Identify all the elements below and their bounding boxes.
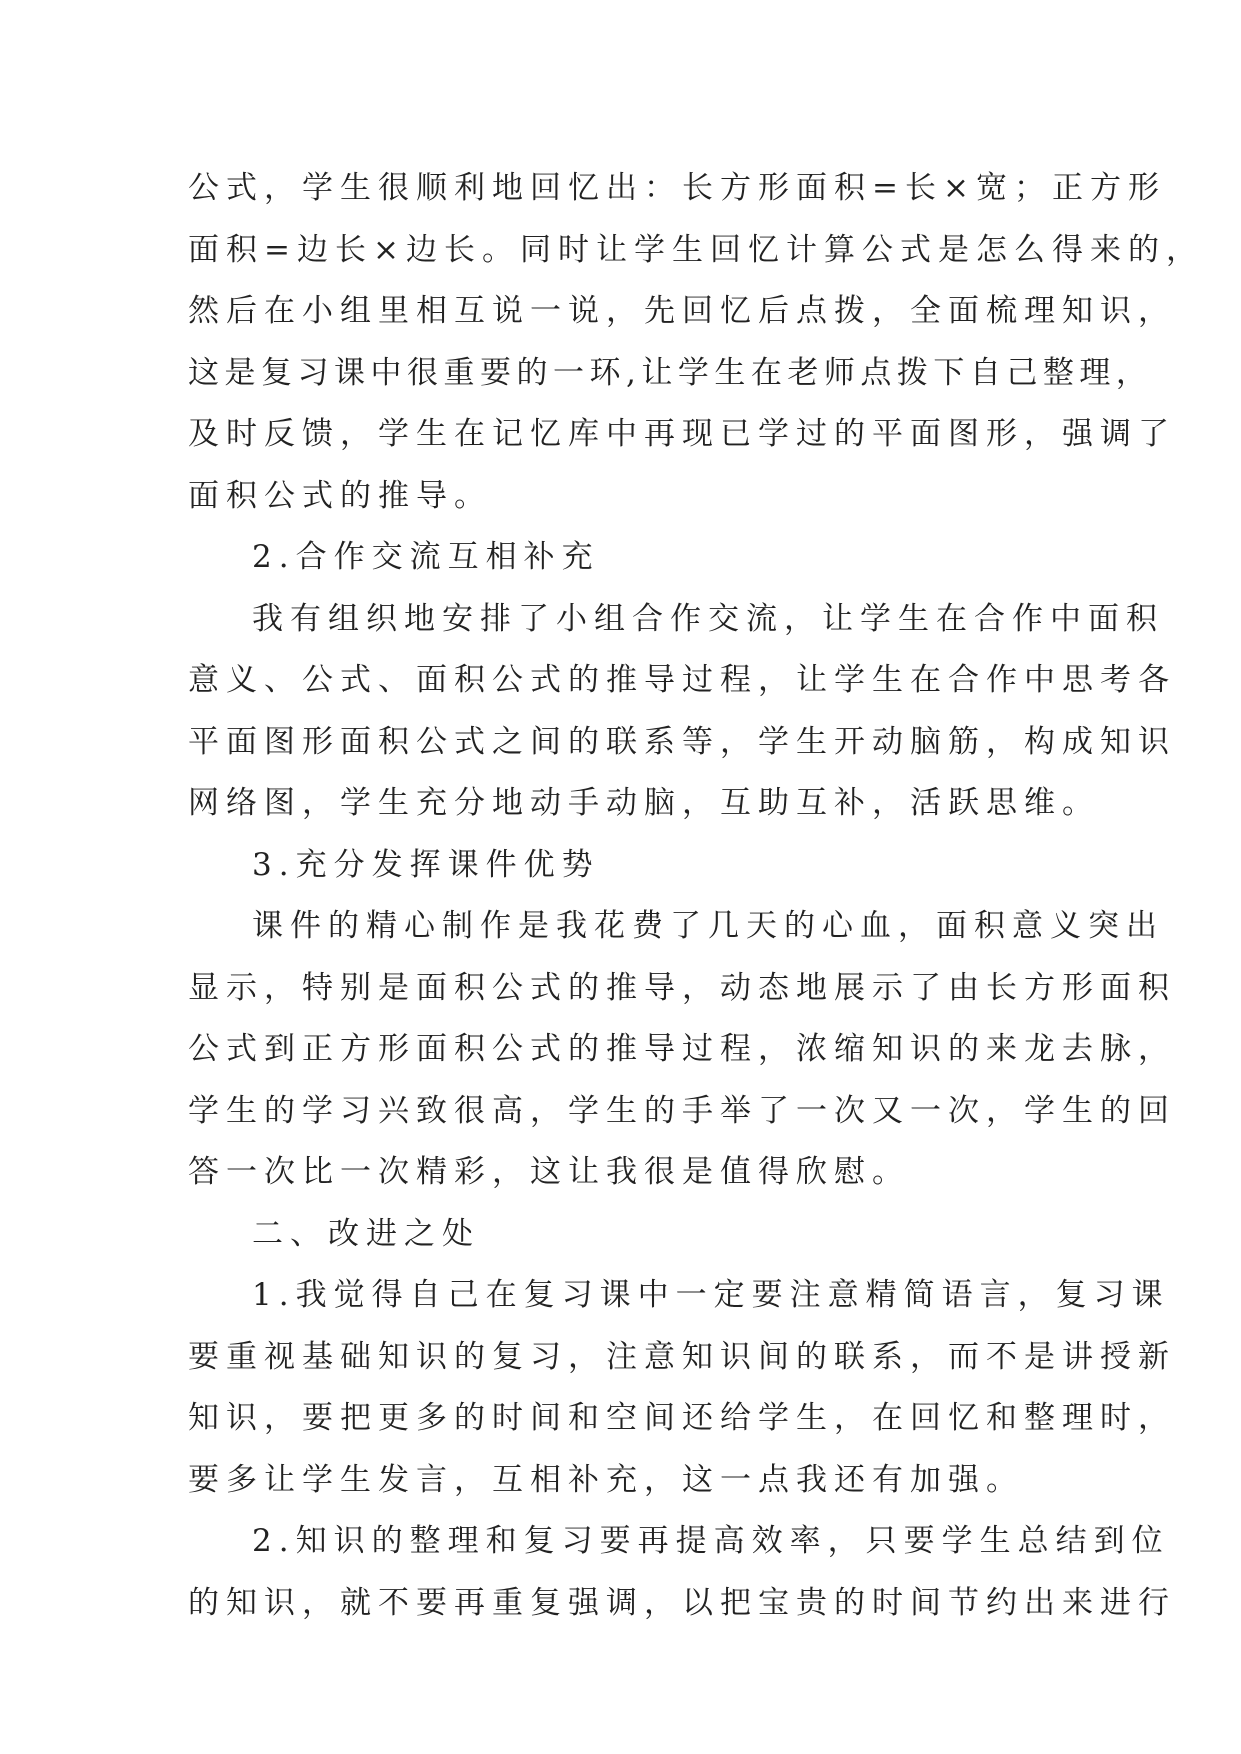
body-text [188, 158, 1204, 1634]
text-line: 及时反馈，学生在记忆库中再现已学过的平面图形，强调了 [188, 416, 1176, 452]
text-line: 面积公式的推导。 [188, 477, 492, 514]
text-line: 然后在小组里相互说一说，先回忆后点拨，全面梳理知识， [188, 293, 1176, 329]
text-line: 的知识，就不要再重复强调，以把宝贵的时间节约出来进行 [188, 1584, 1176, 1621]
text-line: 我有组织地安排了小组合作交流，让学生在合作中面积 [252, 600, 1164, 637]
text-line: 这是复习课中很重要的一环,让学生在老师点拨下自己整理， [188, 354, 1153, 391]
text-line: 1.我觉得自己在复习课中一定要注意精简语言，复习课 [252, 1277, 1170, 1313]
section-heading: 2.合作交流互相补充 [252, 539, 600, 575]
text-line: 显示，特别是面积公式的推导，动态地展示了由长方形面积 [188, 969, 1176, 1006]
text-line: 课件的精心制作是我花费了几天的心血，面积意义突出 [252, 908, 1164, 944]
text-line: 答一次比一次精彩，这让我很是值得欣慰。 [188, 1154, 910, 1190]
text-line: 2.知识的整理和复习要再提高效率，只要学生总结到位 [252, 1523, 1170, 1559]
section-heading: 二、改进之处 [252, 1215, 480, 1252]
section-heading: 3.充分发挥课件优势 [252, 846, 600, 883]
text-line: 公式到正方形面积公式的推导过程，浓缩知识的来龙去脉， [188, 1031, 1176, 1067]
text-line: 意义、公式、面积公式的推导过程，让学生在合作中思考各 [188, 662, 1176, 698]
text-line: 学生的学习兴致很高，学生的手举了一次又一次，学生的回 [188, 1092, 1176, 1129]
text-line: 网络图，学生充分地动手动脑，互助互补，活跃思维。 [188, 785, 1100, 821]
text-line: 要多让学生发言，互相补充，这一点我还有加强。 [188, 1461, 1024, 1498]
text-line: 平面图形面积公式之间的联系等，学生开动脑筋，构成知识 [188, 723, 1176, 760]
text-line: 公式，学生很顺利地回忆出：长方形面积=长×宽；正方形 [188, 170, 1166, 206]
text-line: 面积=边长×边长。同时让学生回忆计算公式是怎么得来的， [188, 231, 1204, 268]
text-line: 要重视基础知识的复习，注意知识间的联系，而不是讲授新 [188, 1338, 1176, 1375]
text-line: 知识，要把更多的时间和空间还给学生，在回忆和整理时， [188, 1400, 1176, 1436]
